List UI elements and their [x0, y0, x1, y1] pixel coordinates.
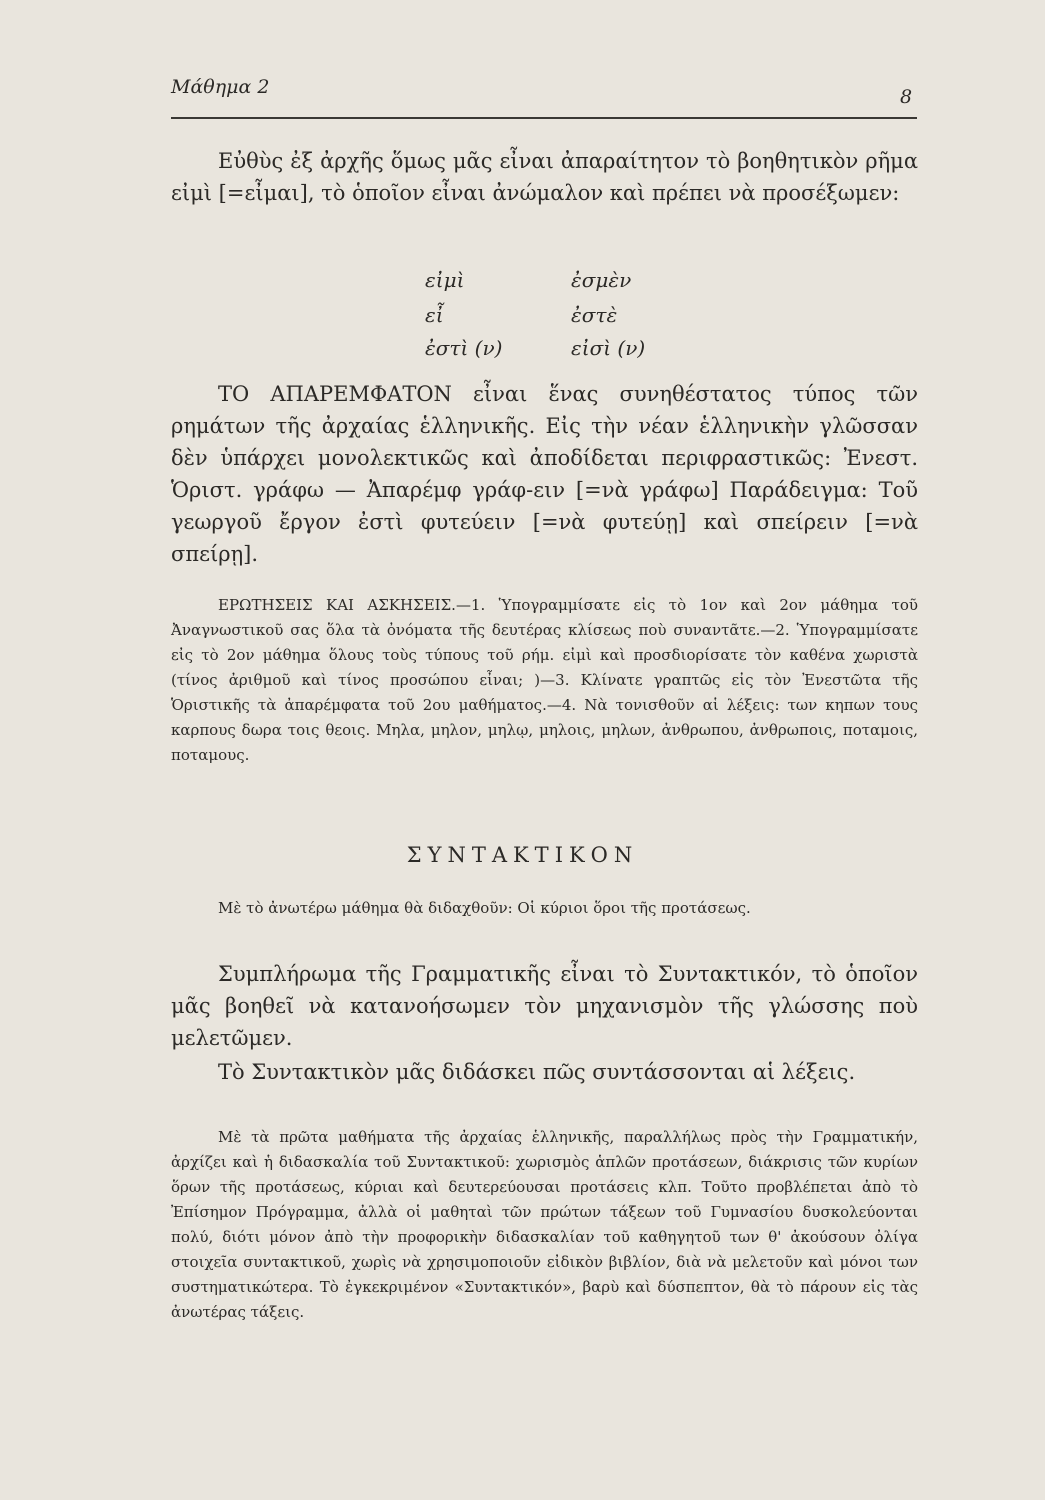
page-number: 8 [900, 86, 913, 108]
paragraph-syntax-purpose: Τὸ Συντακτικὸν μᾶς διδάσκει πῶς συντάσσονται αἱ λέξεις. [218, 1060, 856, 1084]
conjugation-1sg: εἰμὶ [425, 268, 465, 292]
exercises: ΕΡΩΤΗΣΕΙΣ ΚΑΙ ΑΣΚΗΣΕΙΣ.—1. Ὑπογραμμίσατε εἰς τὸ 1ον καὶ 2ον μάθημα τοῦ Ἀναγνωστικοῦ σας ὅλα τὰ ὀνόματα τῆς δευτέρας κλίσεως ποὺ συναντᾶτε.—2. Ὑπογραμμίσατε εἰς τὸ 2ον μάθημα ὅλους τοὺς τύπους τοῦ ρήμ. εἰμὶ καὶ προσδιορίσατε τὸν καθένα χωριστὰ (τίνος ἀριθμοῦ καὶ τίνος προσώπου εἶναι; )—3. Κλίνατε γραπτῶς εἰς τὸν Ἐνεστῶτα τῆς Ὁριστικῆς τὰ ἀπαρέμφατα τοῦ 2ου μαθήματος.—4. Νὰ τονισθοῦν αἱ λέξεις: των κηπων τους καρπους δωρα τοις θεοις. Μηλα, μηλον, μηλῳ, μηλοις, μηλων, ἀνθρωπου, ἀνθρωποις, ποταμοις, ποταμους. [171, 596, 918, 764]
paragraph-infinitive: ΤΟ ΑΠΑΡΕΜΦΑΤΟΝ εἶναι ἕνας συνηθέστατος τύπος τῶν ρημάτων τῆς ἀρχαίας ἑλληνικῆς. Εἰς τὴν νέαν ἑλληνικὴν γλῶσσαν δὲν ὑπάρχει μονολεκτικῶς καὶ ἀποδίδεται περιφραστικῶς: Ἐνεστ. Ὁριστ. γράφω — Ἀπαρέμφ γράφ-ειν [=νὰ γράφω] Παράδειγμα: Τοῦ γεωργοῦ ἔργον ἐστὶ φυτεύειν [=νὰ φυτεύῃ] καὶ σπείρειν [=νὰ σπείρῃ]. [171, 382, 918, 566]
conjugation-3pl: εἰσὶ (ν) [571, 336, 646, 360]
conjugation-1pl: ἐσμὲν [571, 268, 632, 292]
note-paragraph: Μὲ τὰ πρῶτα μαθήματα τῆς ἀρχαίας ἑλληνικῆς, παραλλήλως πρὸς τὴν Γραμματικήν, ἀρχίζει καὶ ἡ διδασκαλία τοῦ Συντακτικοῦ: χωρισμὸς ἁπλῶν προτάσεων, διάκρισις τῶν κυρίων ὅρων τῆς προτάσεως, κύριαι καὶ δευτερεύουσαι προτάσεις κλπ. Τοῦτο προβλέπεται ἀπὸ τὸ Ἐπίσημον Πρόγραμμα, ἀλλὰ οἱ μαθηταὶ τῶν πρώτων τάξεων τοῦ Γυμνασίου δυσκολεύονται πολύ, διότι μόνον ἀπὸ τὴν προφορικὴν διδασκαλίαν τοῦ καθηγητοῦ των θ' ἀκούσουν ὀλίγα στοιχεῖα συντακτικοῦ, χωρὶς νὰ χρησιμοποιοῦν εἰδικὸν βιβλίον, διὰ νὰ μελετοῦν καὶ μόνοι των συστηματικώτερα. Τὸ ἐγκεκριμένον «Συντακτικόν», βαρὺ καὶ δύσπεπτον, θὰ τὸ πάρουν εἰς τὰς ἀνωτέρας τάξεις. [171, 1128, 918, 1321]
conjugation-3sg: ἐστὶ (ν) [425, 336, 503, 360]
section-title: ΣΥΝΤΑΚΤΙΚΟΝ [406, 843, 639, 867]
conjugation-2pl: ἐστὲ [571, 303, 618, 327]
conjugation-2sg: εἶ [425, 303, 444, 327]
paragraph-syntax-definition: Συμπλήρωμα τῆς Γραμματικῆς εἶναι τὸ Συντακτικόν, τὸ ὁποῖον μᾶς βοηθεῖ νὰ κατανοήσωμεν τὸν μηχανισμὸν τῆς γλώσσης ποὺ μελετῶμεν. [171, 962, 918, 1050]
running-header: Μάθημα 2 [171, 76, 270, 98]
section-intro: Μὲ τὸ ἀνωτέρω μάθημα θὰ διδαχθοῦν: Οἱ κύριοι ὅροι τῆς προτάσεως. [218, 899, 751, 917]
header-rule [171, 117, 917, 119]
paragraph-auxiliary-verb: Εὐθὺς ἐξ ἀρχῆς ὅμως μᾶς εἶναι ἀπαραίτητον τὸ βοηθητικὸν ρῆμα εἰμὶ [=εἶμαι], τὸ ὁποῖον εἶναι ἀνώμαλον καὶ πρέπει νὰ προσέξωμεν: [171, 149, 918, 205]
